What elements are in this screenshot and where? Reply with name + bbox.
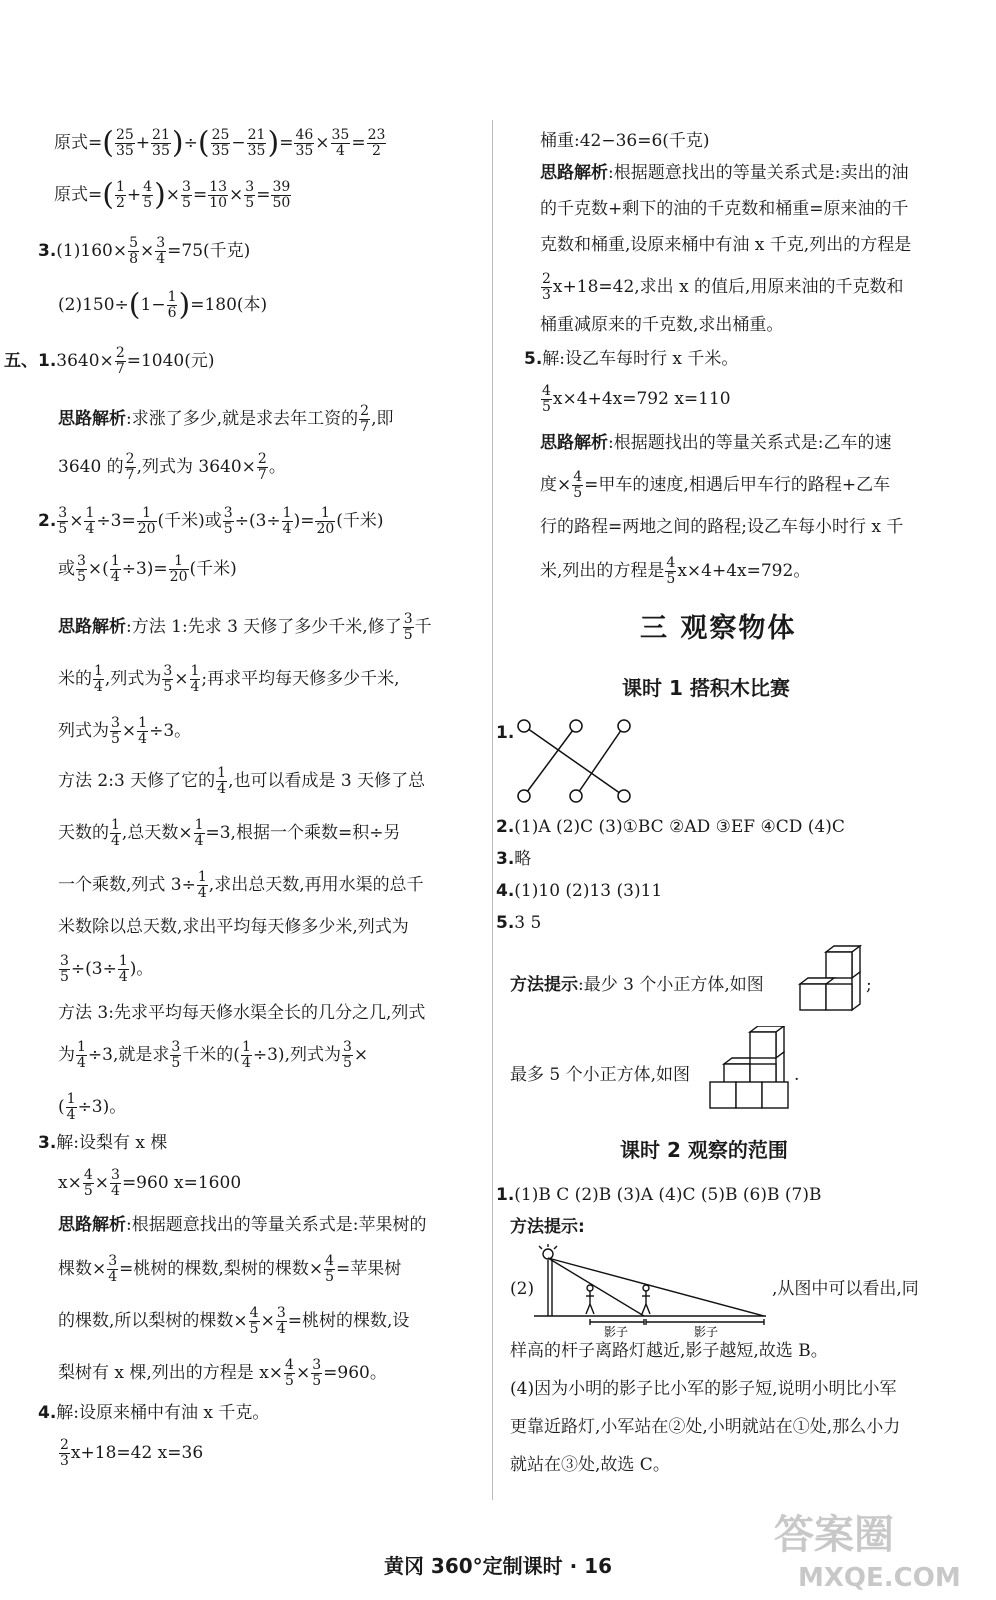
- shadow-label: 影子: [694, 1325, 719, 1339]
- analysis-line: 为 $\frac{1}{4}$ ÷3,就是求 $\frac{3}{5}$ 千米的( $\frac{1}{4}$ ÷3),列式为 $\frac{3}{5}$ ×: [58, 1039, 369, 1071]
- analysis-line: 思路解析:根据题意找出的等量关系式是:卖出的油: [540, 163, 909, 183]
- answer-line: 4.(1)10 (2)13 (3)11: [496, 881, 663, 901]
- watermark-url: MXQE.COM: [798, 1563, 961, 1593]
- analysis-line: 度× $\frac{4}{5}$ =甲车的速度,相遇后甲车行的路程+乙车: [540, 469, 891, 501]
- answer-line: 1.(1)B C (2)B (3)A (4)C (5)B (6)B (7)B: [496, 1185, 822, 1205]
- analysis-line: 米,列出的方程是 $\frac{4}{5}$ x×4+4x=792。: [540, 555, 811, 587]
- analysis-line: 方法 2:3 天修了它的 $\frac{1}{4}$ ,也可以看成是 3 天修了总: [58, 765, 426, 797]
- analysis-line: 思路解析:方法 1:先求 3 天修了多少千米,修了 $\frac{3}{5}$ 千: [58, 611, 432, 643]
- match-dot: [570, 790, 582, 802]
- answer-line: ,从图中可以看出,同: [772, 1279, 919, 1299]
- analysis-line: 梨树有 x 棵,列出的方程是 x× $\frac{4}{5}$ × $\frac{3}{5}$ =960。: [58, 1357, 387, 1389]
- analysis-line: 米的 $\frac{1}{4}$ ,列式为 $\frac{3}{5}$ × $\frac{1}{4}$ ;再求平均每天修多少千米,: [58, 663, 400, 695]
- analysis-line: 思路解析:求涨了多少,就是求去年工资的 $\frac{2}{7}$ ,即: [58, 403, 394, 435]
- answer-line: x× $\frac{4}{5}$ × $\frac{3}{4}$ =960 x=1600: [58, 1167, 242, 1199]
- answer-line: 3.(1)160× $\frac{5}{8}$ × $\frac{3}{4}$ =75(千克): [38, 235, 251, 267]
- answer-line: (4)因为小明的影子比小军的影子短,说明小明比小军: [510, 1379, 897, 1399]
- equation-line: 原式=( $\frac{25}{35}$ + $\frac{21}{35}$ )÷( $\frac{25}{35}$ − $\frac{21}{35}$ )= $\frac{46}{35}$ × $\frac{35}{4}$ = $\frac{23}{2}$: [54, 125, 386, 161]
- analysis-line: 一个乘数,列式 3÷ $\frac{1}{4}$ ,求出总天数,再用水渠的总千: [58, 869, 424, 901]
- page-footer: 黄冈 360°定制课时 · 16: [383, 1554, 613, 1578]
- analysis-line: $\frac{3}{5}$ ÷(3÷ $\frac{1}{4}$ )。: [60, 953, 154, 985]
- match-line: [524, 726, 576, 796]
- column-divider: [492, 120, 493, 1500]
- punctuation: ;: [866, 975, 872, 995]
- analysis-line: 桶重减原来的千克数,求出桶重。: [540, 315, 784, 335]
- answer-line: 3.解:设梨有 x 棵: [38, 1133, 168, 1153]
- matching-diagram: [510, 718, 650, 804]
- cube-stack-3: [788, 944, 864, 1018]
- person-icon: [587, 1285, 593, 1291]
- match-dot: [618, 790, 630, 802]
- answer-line: 5.解:设乙车每时行 x 千米。: [524, 349, 739, 369]
- lesson-title: 课时 1 搭积木比赛: [622, 676, 790, 700]
- answer-line: 4.解:设原来桶中有油 x 千克。: [38, 1403, 270, 1423]
- analysis-line: 的棵数,所以梨树的棵数× $\frac{4}{5}$ × $\frac{3}{4}$ =桃树的棵数,设: [58, 1305, 410, 1337]
- answer-line: 就站在③处,故选 C。: [510, 1455, 670, 1475]
- answer-line: 2. $\frac{3}{5}$ × $\frac{1}{4}$ ÷3= $\frac{1}{20}$ (千米)或 $\frac{3}{5}$ ÷(3÷ $\frac{1}{4}$ )= $\frac{1}{20}$ (千米): [38, 505, 384, 537]
- analysis-line: 的千克数+剩下的油的千克数和桶重=原来油的千: [540, 199, 909, 219]
- analysis-line: 米数除以总天数,求出平均每天修多少米,列式为: [58, 917, 409, 937]
- analysis-line: 克数和桶重,设原来桶中有油 x 千克,列出的方程是: [540, 235, 912, 255]
- watermark-text: 答案圈: [774, 1512, 894, 1558]
- analysis-line: ( $\frac{1}{4}$ ÷3)。: [58, 1091, 127, 1123]
- answer-line: (2)150÷(1− $\frac{1}{6}$ )=180(本): [58, 287, 268, 323]
- answer-line: 或 $\frac{3}{5}$ ×( $\frac{1}{4}$ ÷3)= $\frac{1}{20}$ (千米): [58, 553, 237, 585]
- lamp-icon: [543, 1249, 553, 1259]
- analysis-line: 列式为 $\frac{3}{5}$ × $\frac{1}{4}$ ÷3。: [58, 715, 192, 747]
- answer-line: 5.3 5: [496, 913, 542, 933]
- analysis-line: 天数的 $\frac{1}{4}$ ,总天数× $\frac{1}{4}$ =3,根据一个乘数=积÷另: [58, 817, 401, 849]
- analysis-line: 思路解析:根据题意找出的等量关系式是:苹果树的: [58, 1215, 427, 1235]
- punctuation: .: [794, 1065, 800, 1085]
- answer-line: 2.(1)A (2)C (3)①BC ②AD ③EF ④CD (4)C: [496, 817, 845, 837]
- lesson-title: 课时 2 观察的范围: [620, 1138, 788, 1162]
- shadow-diagram: [534, 1244, 768, 1340]
- match-dot: [618, 720, 630, 732]
- answer-line: 桶重:42−36=6(千克): [540, 131, 710, 151]
- analysis-line: 棵数× $\frac{3}{4}$ =桃树的棵数,梨树的棵数× $\frac{4}{5}$ =苹果树: [58, 1253, 402, 1285]
- match-dot: [570, 720, 582, 732]
- equation-line: 原式=( $\frac{1}{2}$ + $\frac{4}{5}$ )× $\frac{3}{5}$ = $\frac{13}{10}$ × $\frac{3}{5}$ = $\frac{39}{50}$: [54, 177, 291, 213]
- method-hint: 方法提示:最少 3 个小正方体,如图: [510, 975, 764, 995]
- analysis-line: 思路解析:根据题找出的等量关系式是:乙车的速: [540, 433, 892, 453]
- answer-line: $\frac{4}{5}$ x×4+4x=792 x=110: [542, 383, 731, 415]
- analysis-line: 行的路程=两地之间的路程;设乙车每小时行 x 千: [540, 517, 904, 537]
- cube-stack-5: [704, 1026, 794, 1114]
- person-icon: [643, 1285, 649, 1291]
- answer-line: 更靠近路灯,小军站在②处,小明就站在①处,那么小力: [510, 1417, 901, 1437]
- answer-line: $\frac{2}{3}$ x+18=42 x=36: [60, 1437, 204, 1469]
- match-line: [576, 726, 624, 796]
- shadow-label: 影子: [604, 1325, 629, 1339]
- answer-line: 3.略: [496, 849, 532, 869]
- match-dot: [518, 790, 530, 802]
- match-dot: [518, 720, 530, 732]
- answer-line: 1.: [496, 723, 515, 743]
- watermark-logo: [758, 1498, 984, 1594]
- answer-line: (2): [510, 1279, 535, 1299]
- analysis-line: 3640 的 $\frac{2}{7}$ ,列式为 3640× $\frac{2}{7}$ 。: [58, 451, 286, 483]
- analysis-line: $\frac{2}{3}$ x+18=42,求出 x 的值后,用原来油的千克数和: [542, 271, 904, 303]
- match-line: [524, 726, 624, 796]
- method-hint: 最多 5 个小正方体,如图: [510, 1065, 691, 1085]
- method-hint: 方法提示:: [510, 1217, 585, 1237]
- answer-line: 样高的杆子离路灯越近,影子越短,故选 B。: [510, 1341, 828, 1361]
- answer-line: 五、1.3640× $\frac{2}{7}$ =1040(元): [4, 345, 215, 377]
- section-title: 三 观察物体: [640, 613, 797, 644]
- analysis-line: 方法 3:先求平均每天修水渠全长的几分之几,列式: [58, 1003, 426, 1023]
